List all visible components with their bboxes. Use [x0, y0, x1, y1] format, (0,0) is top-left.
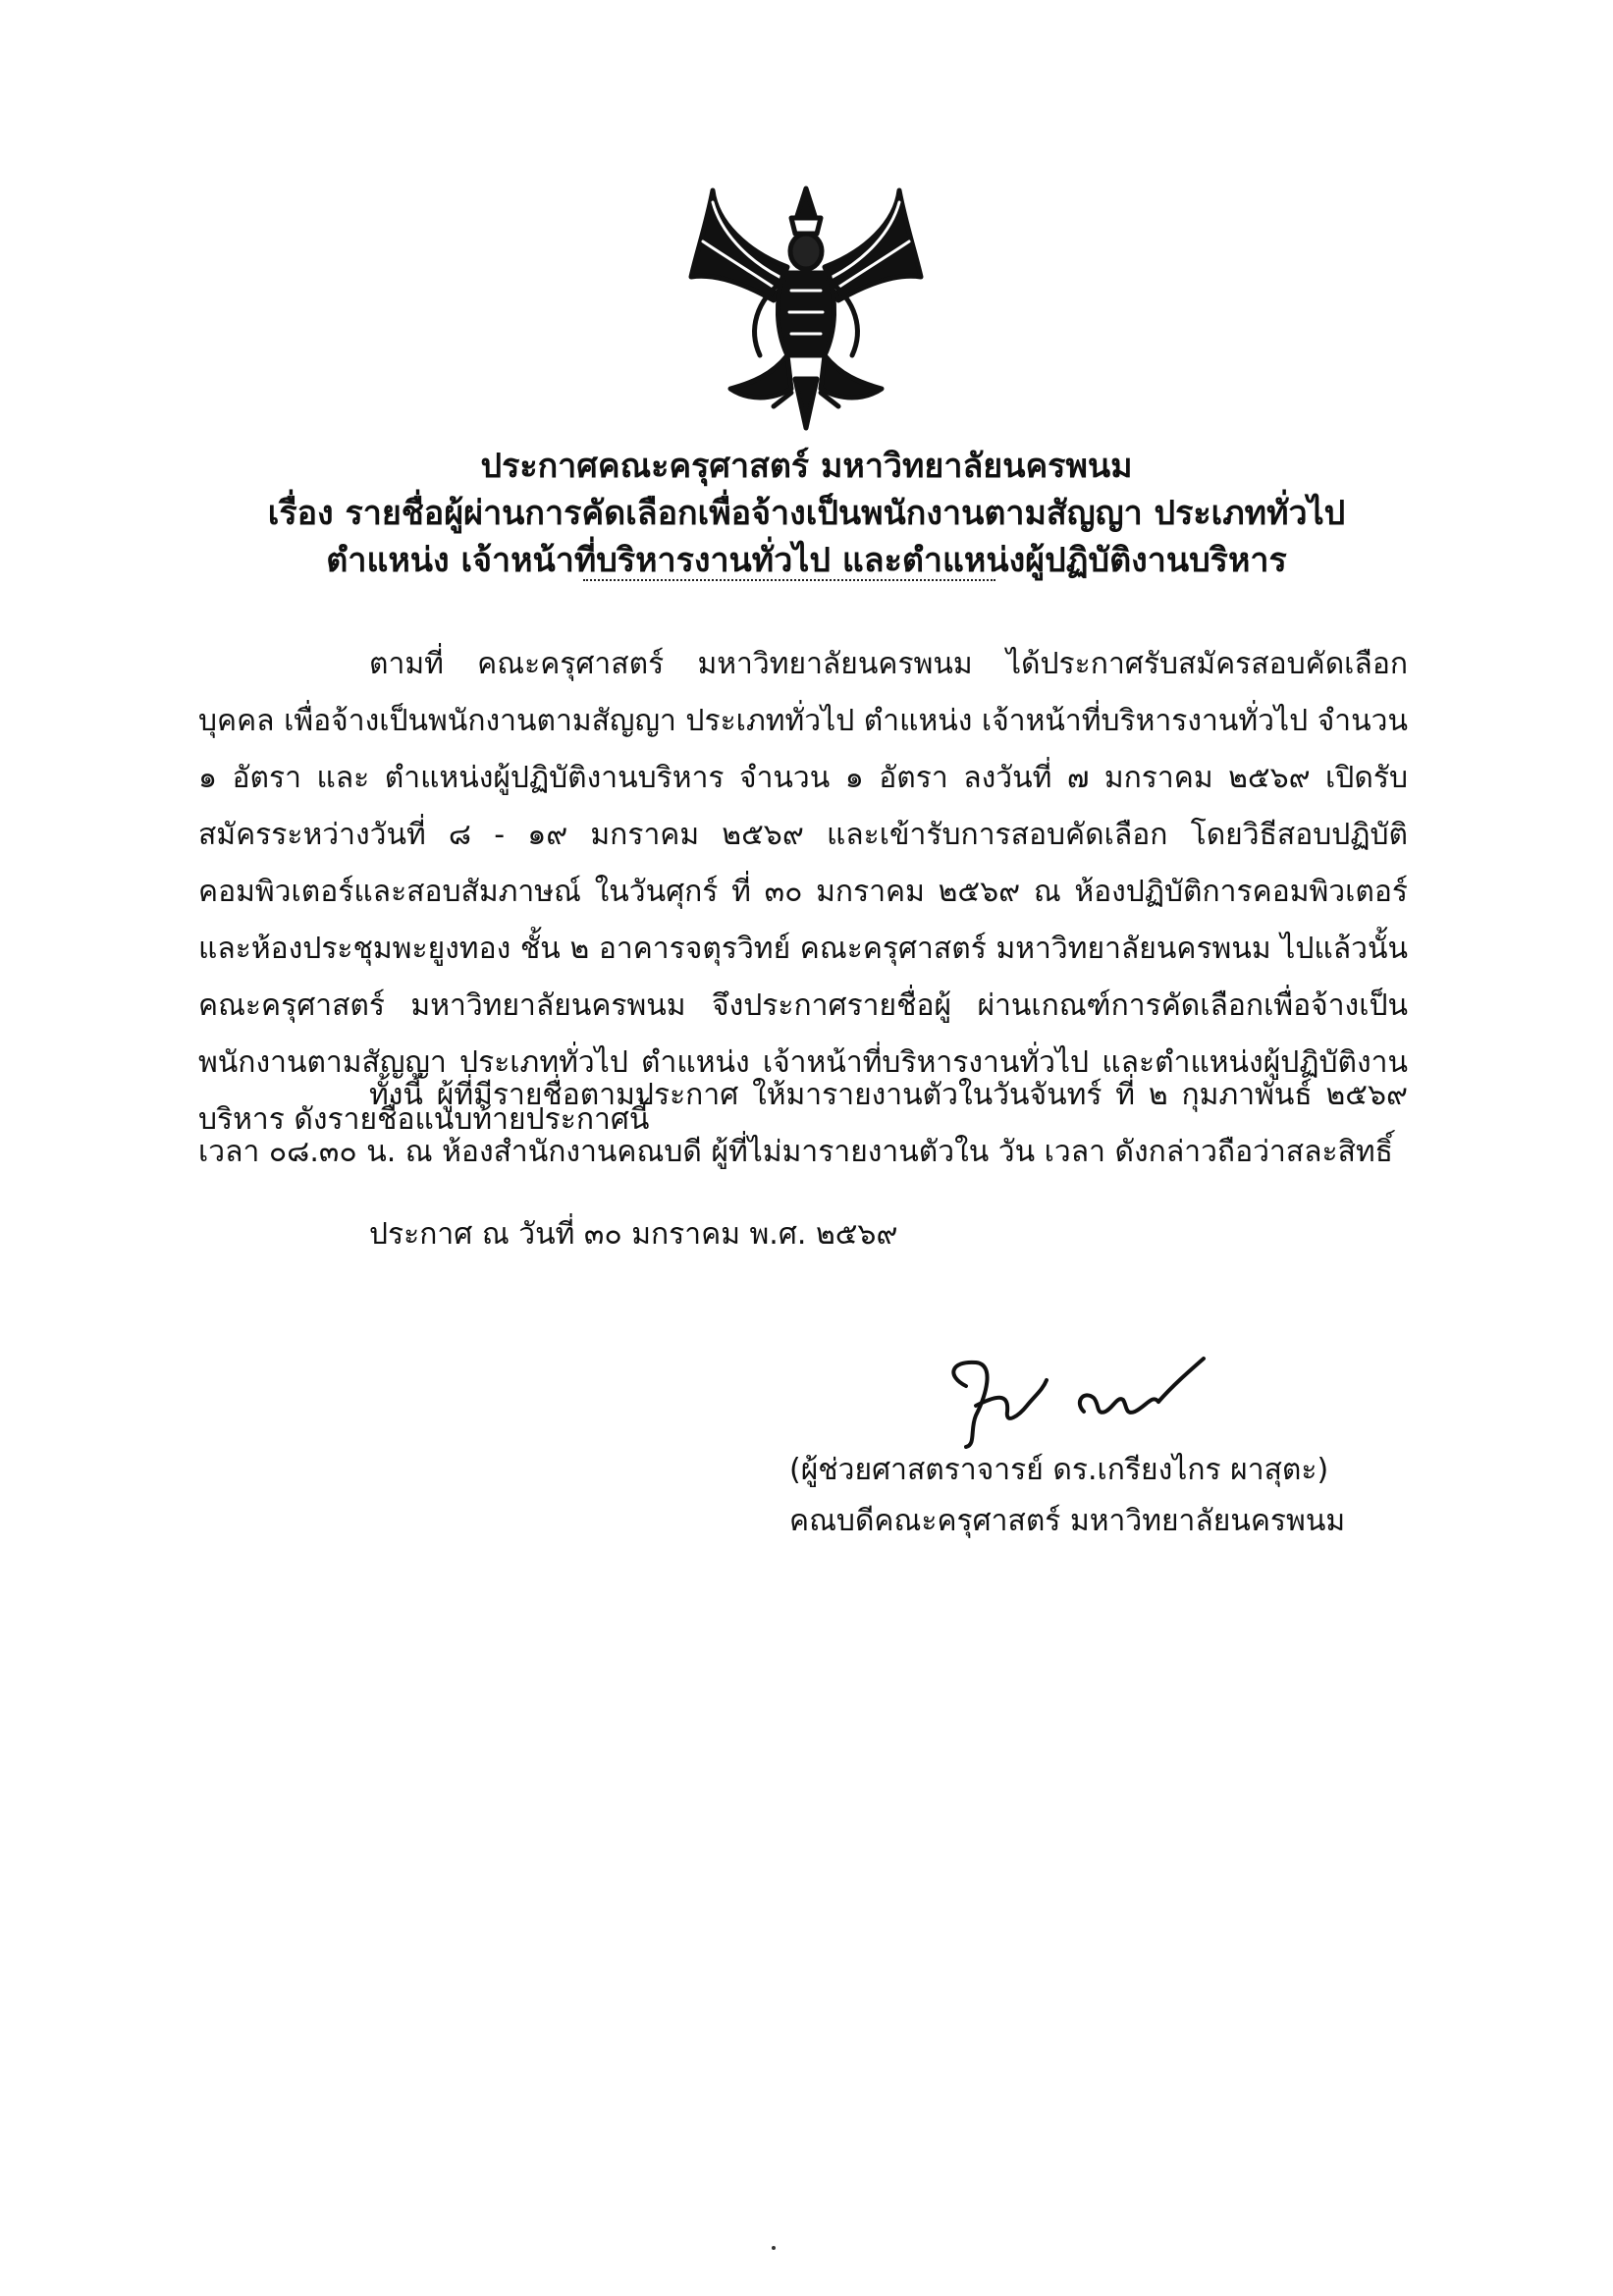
announcement-heading: ประกาศคณะครุศาสตร์ มหาวิทยาลัยนครพนม — [480, 447, 1133, 486]
body-paragraph-2: ทั้งนี้ ผู้ที่มีรายชื่อตามประกาศ ให้มารายงานตัวในวันจันทร์ ที่ ๒ กุมภาพันธ์ ๒๕๖๙ เวลา ๐๘.๓๐ น. ณ ห้องสำนักงานคณบดี ผู้ที่ไม่มารายงานตัวใน วัน เวลา ดังกล่าวถือว่าสละสิทธิ์ — [198, 1078, 1408, 1169]
handwritten-signature — [937, 1347, 1221, 1455]
signer-name: (ผู้ช่วยศาสตราจารย์ ดร.เกรียงไกร ผาสุตะ) — [789, 1453, 1329, 1487]
announcement-date: ประกาศ ณ วันที่ ๓๐ มกราคม พ.ศ. ๒๕๖๙ — [369, 1217, 898, 1252]
garuda-emblem-icon — [677, 183, 935, 434]
announcement-positions: ตำแหน่ง เจ้าหน้าที่บริหารงานทั่วไป และตำแหน่งผู้ปฏิบัติงานบริหาร — [326, 541, 1287, 580]
page-mark — [772, 2246, 776, 2250]
dotted-separator — [583, 579, 995, 581]
announcement-subject: เรื่อง รายชื่อผู้ผ่านการคัดเลือกเพื่อจ้างเป็นพนักงานตามสัญญา ประเภททั่วไป — [267, 494, 1346, 533]
signer-title: คณบดีคณะครุศาสตร์ มหาวิทยาลัยนครพนม — [789, 1504, 1346, 1538]
body-paragraph-1: ตามที่ คณะครุศาสตร์ มหาวิทยาลัยนครพนม ได้ประกาศรับสมัครสอบคัดเลือกบุคคล เพื่อจ้างเป็นพนักงานตามสัญญา ประเภททั่วไป ตำแหน่ง เจ้าหน้าที่บริหารงานทั่วไป จำนวน ๑ อัตรา และ ตำแหน่งผู้ปฏิบัติงานบริหาร จำนวน ๑ อัตรา ลงวันที่ ๗ มกราคม ๒๕๖๙ เปิดรับสมัครระหว่างวันที่ ๘ - ๑๙ มกราคม ๒๕๖๙ และเข้ารับการสอบคัดเลือก โดยวิธีสอบปฏิบัติคอมพิวเตอร์และสอบสัมภาษณ์ ในวันศุกร์ ที่ ๓๐ มกราคม ๒๕๖๙ ณ ห้องปฏิบัติการคอมพิวเตอร์และห้องประชุมพะยูงทอง ชั้น ๒ อาคารจตุรวิทย์ คณะครุศาสตร์ มหาวิทยาลัยนครพนม ไปแล้วนั้น คณะครุศาสตร์ มหาวิทยาลัยนครพนม จึงประกาศรายชื่อผู้ ผ่านเกณฑ์การคัดเลือกเพื่อจ้างเป็นพนักงานตามสัญญา ประเภททั่วไป ตำแหน่ง เจ้าหน้าที่บริหารงานทั่วไป และตำแหน่งผู้ปฏิบัติงานบริหาร ดังรายชื่อแนบท้ายประกาศนี้ — [198, 647, 1408, 1137]
